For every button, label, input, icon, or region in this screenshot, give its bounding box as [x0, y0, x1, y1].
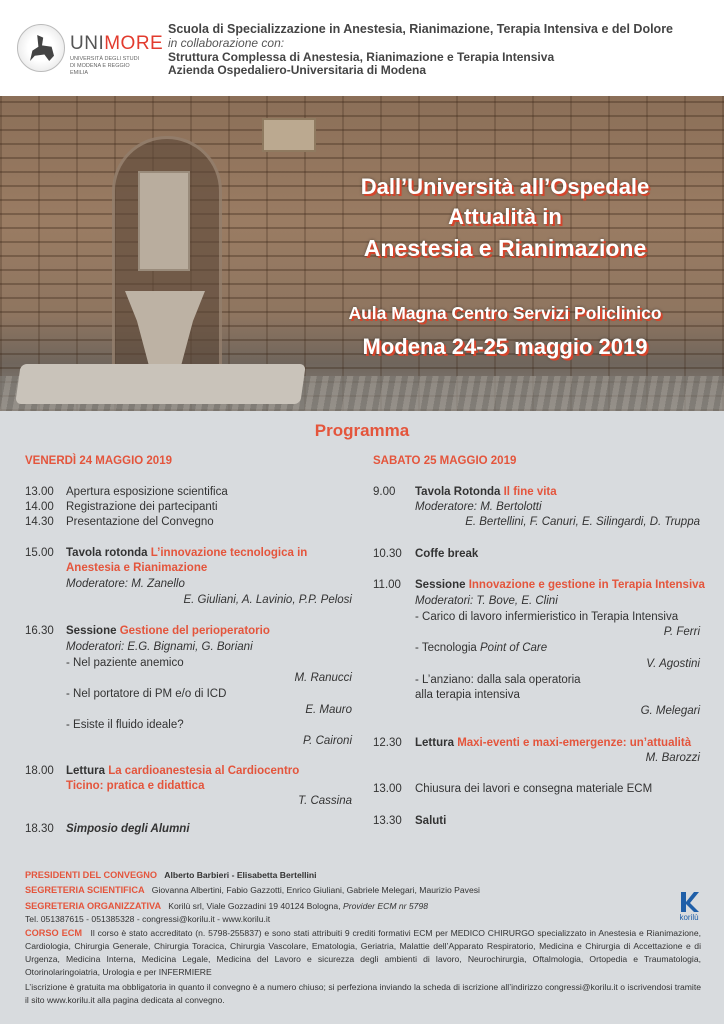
- speaker: P. Caironi: [302, 735, 352, 747]
- header: [0, 0, 724, 96]
- talk: - L’anziano: dalla sala operatoria: [415, 674, 581, 686]
- talk: - Nel paziente anemico: [66, 657, 184, 669]
- time: 9.00: [373, 486, 396, 498]
- event: Registrazione dei partecipanti: [66, 501, 218, 513]
- partner-structure: Struttura Complessa di Anestesia, Rianimazione e Terapia Intensiva: [168, 50, 555, 64]
- moderator: Moderatore: M. Zanello: [66, 578, 185, 590]
- talk: - Tecnologia Point of Care: [415, 642, 548, 654]
- event-title: Sessione Innovazione e gestione in Terapia Intensiva: [415, 579, 705, 591]
- korilu-logo-label: korilù: [679, 913, 699, 922]
- speaker: T. Cassina: [298, 795, 352, 807]
- unimore-subtitle: UNIVERSITÀ DEGLI STUDI DI MODENA E REGGIO EMILIA: [70, 56, 140, 76]
- speaker: M. Barozzi: [645, 752, 700, 764]
- presidents: PRESIDENTI DEL CONVEGNO Alberto Barbieri - Elisabetta Bertellini: [25, 870, 317, 880]
- talk-cont: alla terapia intensiva: [415, 689, 520, 701]
- school-name: Scuola di Specializzazione in Anestesia, Rianimazione, Terapia Intensiva e del Dolore: [168, 22, 674, 36]
- ecm-course-info: CORSO ECM Il corso è stato accreditato (n. 5798-255837) e sono stati attribuiti 9 crediti formativi ECM per MEDICO CHIRURGO specializzato in Anestesia e Rianimazione, Cardiologia, Chirurgia Generale, Chirurgia Toracica, Chirurgia Vascolare, Ematologia, Geriatria, Malattie dell’Apparato Respiratorio, Medicina e Chirurgia di Accettazione e di Urgenza, Medicina Interna, Medicina Legale, Medicina del Lavoro e sicurezza degli ambienti di lavoro, Neurochirurgia, Oftalmologia, Ortopedia e Traumatologia, Otorinolaringoiatria, Urologia e per INFERMIERE: [25, 928, 701, 977]
- speaker: M. Ranucci: [294, 672, 352, 684]
- event: Simposio degli Alumni: [66, 823, 190, 835]
- time: 13.00: [25, 486, 54, 498]
- hero-venue: Aula Magna Centro Servizi Policlinico: [348, 303, 662, 323]
- time: 18.00: [25, 765, 54, 777]
- event-title-cont: Anestesia e Rianimazione: [66, 562, 208, 574]
- event: Apertura esposizione scientifica: [66, 486, 228, 498]
- moderator: Moderatori: E.G. Bignami, G. Boriani: [66, 641, 253, 653]
- talk: - Esiste il fluido ideale?: [66, 719, 184, 731]
- time: 14.30: [25, 516, 54, 528]
- programma-heading: Programma: [314, 421, 410, 440]
- event-title: Sessione Gestione del perioperatorio: [66, 625, 270, 637]
- event: Chiusura dei lavori e consegna materiale ECM: [415, 783, 653, 795]
- hero-title-line2: Attualità in: [448, 204, 562, 229]
- event-title: Lettura Maxi-eventi e maxi-emergenze: un’attualità: [415, 737, 692, 749]
- time: 10.30: [373, 548, 402, 560]
- time: 12.30: [373, 737, 402, 749]
- event-title: Lettura La cardioanestesia al Cardiocentro: [66, 765, 300, 777]
- speaker: V. Agostini: [646, 658, 700, 670]
- time: 14.00: [25, 501, 54, 513]
- university-seal-logo: [17, 24, 65, 72]
- time: 11.00: [373, 579, 401, 591]
- event-title-cont: Ticino: pratica e didattica: [66, 780, 205, 792]
- time: 13.00: [373, 783, 402, 795]
- speakers: E. Bertellini, F. Canuri, E. Silingardi, D. Truppa: [465, 516, 700, 528]
- time: 16.30: [25, 625, 54, 637]
- event-title: Tavola rotonda L’innovazione tecnologica in: [66, 547, 308, 559]
- hero-title-line1: Dall’Università all’Ospedale: [360, 174, 650, 199]
- time: 13.30: [373, 815, 402, 827]
- moderator: Moderatore: M. Bertolotti: [415, 501, 542, 513]
- event-title: Tavola Rotonda Il fine vita: [415, 486, 557, 498]
- hero-title-line3: Anestesia e Rianimazione: [363, 235, 647, 261]
- moderator: Moderatori: T. Bove, E. Clini: [415, 595, 558, 607]
- event: Presentazione del Convegno: [66, 516, 214, 528]
- hero-date: Modena 24-25 maggio 2019: [362, 334, 648, 359]
- time: 18.30: [25, 823, 54, 835]
- hero-image: [0, 96, 724, 411]
- organizing-secretariat: SEGRETERIA ORGANIZZATIVA Korilù srl, Viale Gozzadini 19 40124 Bologna, Provider ECM nr 5798: [25, 901, 429, 911]
- speakers: E. Giuliani, A. Lavinio, P.P. Pelosi: [183, 594, 352, 606]
- korilu-logo: [677, 890, 701, 914]
- partner-hospital: Azienda Ospedaliero-Universitaria di Modena: [168, 63, 427, 77]
- speaker: G. Melegari: [640, 705, 700, 717]
- time: 15.00: [25, 547, 54, 559]
- saturday-date: SABATO 25 MAGGIO 2019: [373, 455, 517, 467]
- talk: - Carico di lavoro infermieristico in Terapia Intensiva: [415, 611, 679, 623]
- talk: - Nel portatore di PM e/o di ICD: [66, 688, 227, 700]
- speaker: P. Ferri: [663, 626, 700, 638]
- registration-info: L’iscrizione è gratuita ma obbligatoria in quanto il convegno è a numero chiuso; si perfeziona inviando la scheda di iscrizione all’indirizzo congressi@korilu.it o iscrivendosi tramite il sito www.korilu.it alla pagina dedicata al convegno.: [25, 982, 701, 1005]
- scientific-secretariat: SEGRETERIA SCIENTIFICA Giovanna Albertini, Fabio Gazzotti, Enrico Giuliani, Gabriele Melegari, Maurizio Pavesi: [25, 885, 480, 895]
- event: Coffe break: [415, 548, 479, 560]
- speaker: E. Mauro: [305, 704, 352, 716]
- unimore-logo: UNIMORE: [70, 33, 164, 54]
- event: Saluti: [415, 815, 447, 827]
- friday-date: VENERDÌ 24 MAGGIO 2019: [25, 455, 172, 467]
- collaboration-label: in collaborazione con:: [168, 36, 285, 50]
- contact-info: Tel. 051387615 - 051385328 - congressi@korilu.it - www.korilu.it: [25, 914, 271, 924]
